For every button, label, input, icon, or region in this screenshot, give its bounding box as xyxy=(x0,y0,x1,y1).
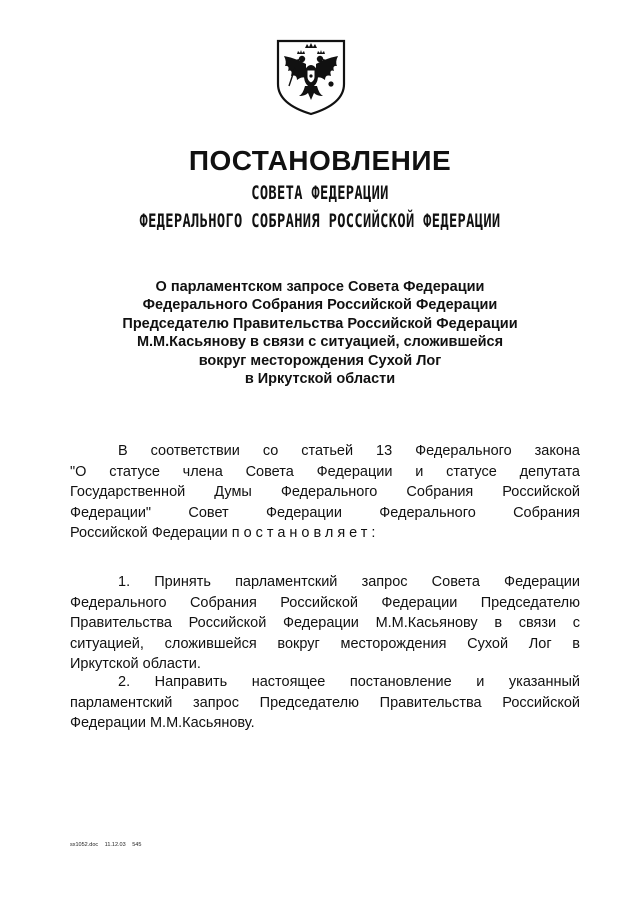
preamble-line: "О статусе члена Совета Федерации и статусе депутата xyxy=(70,463,580,480)
resolution-item-1 xyxy=(70,572,580,675)
item-line: 2. Направить настоящее постановление и указанный xyxy=(118,674,580,690)
subject-line: вокруг месторождения Сухой Лог xyxy=(198,352,442,369)
footer-date: 11.12.03 xyxy=(104,842,126,848)
preamble-line: Федерации" Совет Федерации Федерального Собрания xyxy=(70,504,580,521)
subject-line: О парламентском запросе Совета Федерации xyxy=(155,279,485,295)
preamble-last-line xyxy=(70,523,580,544)
item-line: Иркутской области. xyxy=(70,656,201,673)
footer-filename: sx1052.doc xyxy=(70,842,99,848)
preamble-paragraph xyxy=(70,441,580,544)
item-line: 1. Принять парламентский запрос Совета Федерации xyxy=(118,574,580,590)
item-line: Федерального Собрания Российской Федерации Председателю xyxy=(70,594,580,611)
resolution-item-2 xyxy=(70,672,580,734)
item-line: Правительства Российской Федерации М.М.Касьянову в связи с xyxy=(70,615,580,632)
resolution-subject xyxy=(0,278,640,388)
russian-coat-of-arms-icon xyxy=(275,38,347,116)
resolves-word: постановляет: xyxy=(231,525,380,542)
item-line: Федерации М.М.Касьянову. xyxy=(70,715,255,732)
subject-line: Федерального Собрания Российской Федерации xyxy=(142,297,498,314)
document-title: ПОСТАНОВЛЕНИЕ xyxy=(188,145,452,176)
footer-code: 545 xyxy=(132,842,142,848)
subject-line: Председателю Правительства Российской Федерации xyxy=(122,315,518,332)
document-subtitle-council: СОВЕТА ФЕДЕРАЦИИ xyxy=(251,182,389,204)
subject-line: в Иркутской области xyxy=(244,371,396,388)
document-subtitle-assembly: ФЕДЕРАЛЬНОГО СОБРАНИЯ РОССИЙСКОЙ ФЕДЕРАЦИИ xyxy=(139,210,501,232)
preamble-line: Российской Федерации xyxy=(70,525,228,542)
item-line: ситуацией, сложившейся вокруг месторождения Сухой Лог в xyxy=(70,635,580,652)
subject-line: М.М.Касьянову в связи с ситуацией, сложившейся xyxy=(136,334,504,351)
preamble-line: Государственной Думы Федерального Собрания Российской xyxy=(70,484,580,501)
item-line: парламентский запрос Председателю Правительства Российской xyxy=(70,694,580,711)
preamble-line: В соответствии со статьей 13 Федерального закона xyxy=(118,443,580,459)
document-footer xyxy=(70,842,146,848)
